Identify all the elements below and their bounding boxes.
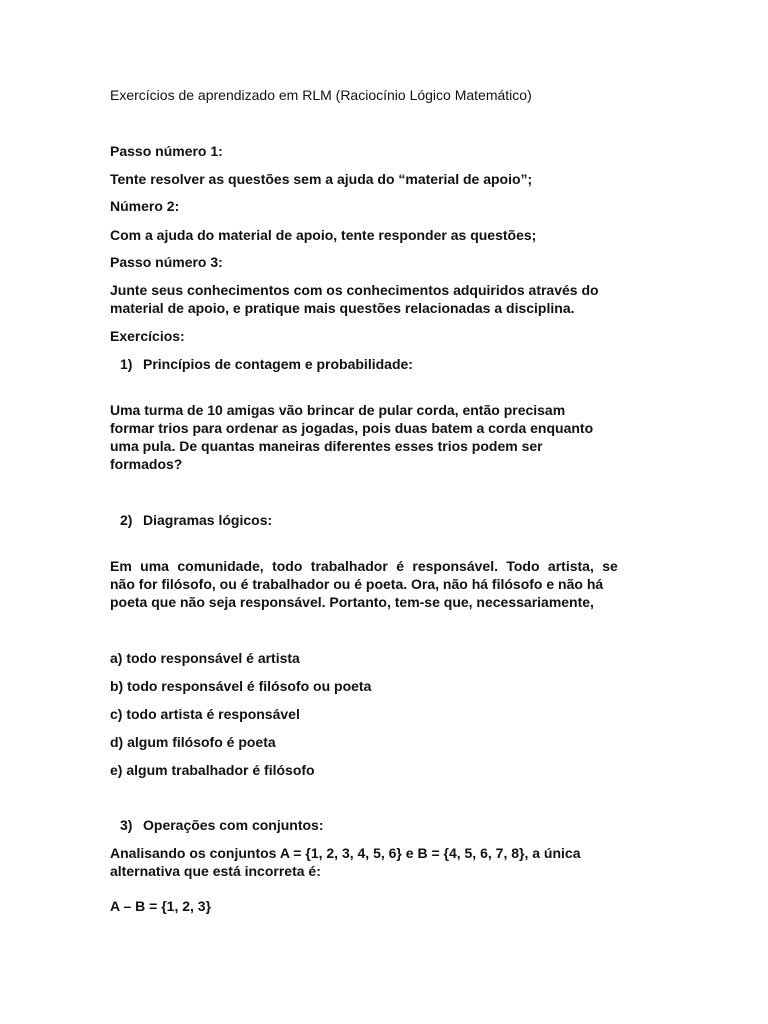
exercises-heading: Exercícios: bbox=[110, 328, 185, 344]
q2-option-a: a) todo responsável é artista bbox=[110, 650, 300, 666]
q3-heading bbox=[120, 816, 323, 834]
step3-heading: Passo número 3: bbox=[110, 254, 223, 270]
q2-heading bbox=[120, 511, 272, 529]
q3-text-line2: alternativa que está incorreta é: bbox=[110, 863, 321, 879]
q1-text-line4: formados? bbox=[110, 456, 183, 472]
q2-option-c: c) todo artista é responsável bbox=[110, 706, 300, 722]
q2-heading-text: Diagramas lógicos: bbox=[143, 512, 273, 528]
q1-number: 1) bbox=[120, 356, 133, 372]
step1-text: Tente resolver as questões sem a ajuda do “material de apoio”; bbox=[110, 171, 533, 187]
q3-answer: A – B = {1, 2, 3} bbox=[110, 898, 212, 914]
q3-text-line1: Analisando os conjuntos A = {1, 2, 3, 4, 5, 6} e B = {4, 5, 6, 7, 8}, a única bbox=[110, 845, 581, 861]
q2-option-e: e) algum trabalhador é filósofo bbox=[110, 762, 315, 778]
q3-number: 3) bbox=[120, 817, 133, 833]
step3-text-line2: material de apoio, e pratique mais questões relacionadas a disciplina. bbox=[110, 300, 575, 316]
q2-text-line2: não for filósofo, ou é trabalhador ou é poeta. Ora, não há filósofo e não há bbox=[110, 576, 604, 592]
q2-number: 2) bbox=[120, 512, 133, 528]
step2-text: Com a ajuda do material de apoio, tente responder as questões; bbox=[110, 227, 537, 243]
q2-option-b: b) todo responsável é filósofo ou poeta bbox=[110, 678, 372, 694]
step3-text-line1: Junte seus conhecimentos com os conhecimentos adquiridos através do bbox=[110, 282, 599, 298]
q2-text-line1: Em uma comunidade, todo trabalhador é responsável. Todo artista, se bbox=[110, 558, 618, 574]
step2-heading: Número 2: bbox=[110, 198, 180, 214]
q1-text-line2: formar trios para ordenar as jogadas, pois duas batem a corda enquanto bbox=[110, 420, 594, 436]
q2-option-d: d) algum filósofo é poeta bbox=[110, 734, 276, 750]
q3-heading-text: Operações com conjuntos: bbox=[143, 817, 324, 833]
step1-heading: Passo número 1: bbox=[110, 143, 223, 159]
q2-text-line3: poeta que não seja responsável. Portanto, tem-se que, necessariamente, bbox=[110, 594, 594, 610]
q1-text-line1: Uma turma de 10 amigas vão brincar de pular corda, então precisam bbox=[110, 402, 566, 418]
document-title: Exercícios de aprendizado em RLM (Raciocínio Lógico Matemático) bbox=[110, 87, 532, 103]
q1-heading-text: Princípios de contagem e probabilidade: bbox=[143, 356, 413, 372]
q1-text-line3: uma pula. De quantas maneiras diferentes esses trios podem ser bbox=[110, 438, 543, 454]
q1-heading bbox=[120, 355, 413, 373]
